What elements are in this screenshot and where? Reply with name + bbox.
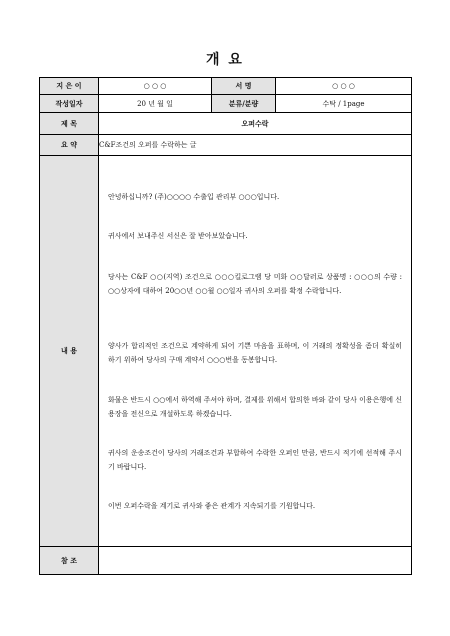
content-body-text	[99, 156, 411, 546]
body-paragraph: 이번 오퍼수락을 계기로 귀사와 좋은 관계가 지속되기를 기원합니다.	[108, 502, 316, 510]
category-label: 분류/분량	[212, 95, 276, 113]
author-row	[40, 78, 412, 95]
body-paragraph: 안녕하십니까? (주)○○○○ 수출입 관리부 ○○○입니다.	[108, 193, 280, 201]
body-paragraph: 귀사에서 보내주신 서신은 잘 받아보았습니다.	[108, 232, 248, 240]
body-paragraph: 귀사의 운송조건이 당사의 거래조건과 부합하여 수락한 오퍼인 만큼, 반드시 적기에 선적해 주시기 바랍니다.	[108, 449, 402, 471]
reference-row	[40, 547, 412, 575]
author-label: 지 은 이	[40, 78, 99, 95]
reference-label: 참 조	[40, 547, 99, 575]
writer-value: ○ ○ ○	[276, 78, 412, 95]
author-value: ○ ○ ○	[99, 78, 212, 95]
date-value: 20 년 월 일	[99, 95, 212, 113]
writer-label: 서 명	[212, 78, 276, 95]
body-paragraph: 당사는 C&F ○○(지역) 조건으로 ○○○킬로그램 당 미화 ○○달러로 상품명 : ○○○의 수량 : ○○상자에 대하여 20○○년 ○○월 ○○일자 귀사의 오퍼를 확정 수락합니다.	[108, 273, 402, 295]
content-label: 내 용	[40, 156, 99, 547]
category-value: 수탁 / 1page	[276, 95, 412, 113]
reference-value	[99, 547, 412, 575]
date-row	[40, 95, 412, 113]
date-label: 작성일자	[40, 95, 99, 113]
summary-form-table	[39, 77, 412, 575]
subject-row	[40, 113, 412, 135]
summary-value: C&F조건의 오퍼를 수락하는 글	[99, 135, 412, 156]
content-body	[99, 156, 412, 547]
body-paragraph: 양사가 합리적인 조건으로 계약하게 되어 기쁜 마음을 표하며, 이 거래의 정확성을 좀더 확실히 하기 위하여 당사의 구매 계약서 ○○○번을 동봉합니다.	[108, 342, 402, 364]
document-title: 개 요	[206, 52, 244, 68]
subject-label: 제 목	[40, 113, 99, 135]
content-row	[40, 156, 412, 547]
summary-row	[40, 135, 412, 156]
body-paragraph: 화물은 반드시 ○○에서 하역해 주셔야 하며, 결제를 위해서 합의한 바와 같이 당사 이용은행에 신용장을 전신으로 개설하도록 하겠습니다.	[108, 396, 402, 418]
summary-label: 요 약	[40, 135, 99, 156]
subject-value: 오퍼수락	[99, 113, 412, 135]
